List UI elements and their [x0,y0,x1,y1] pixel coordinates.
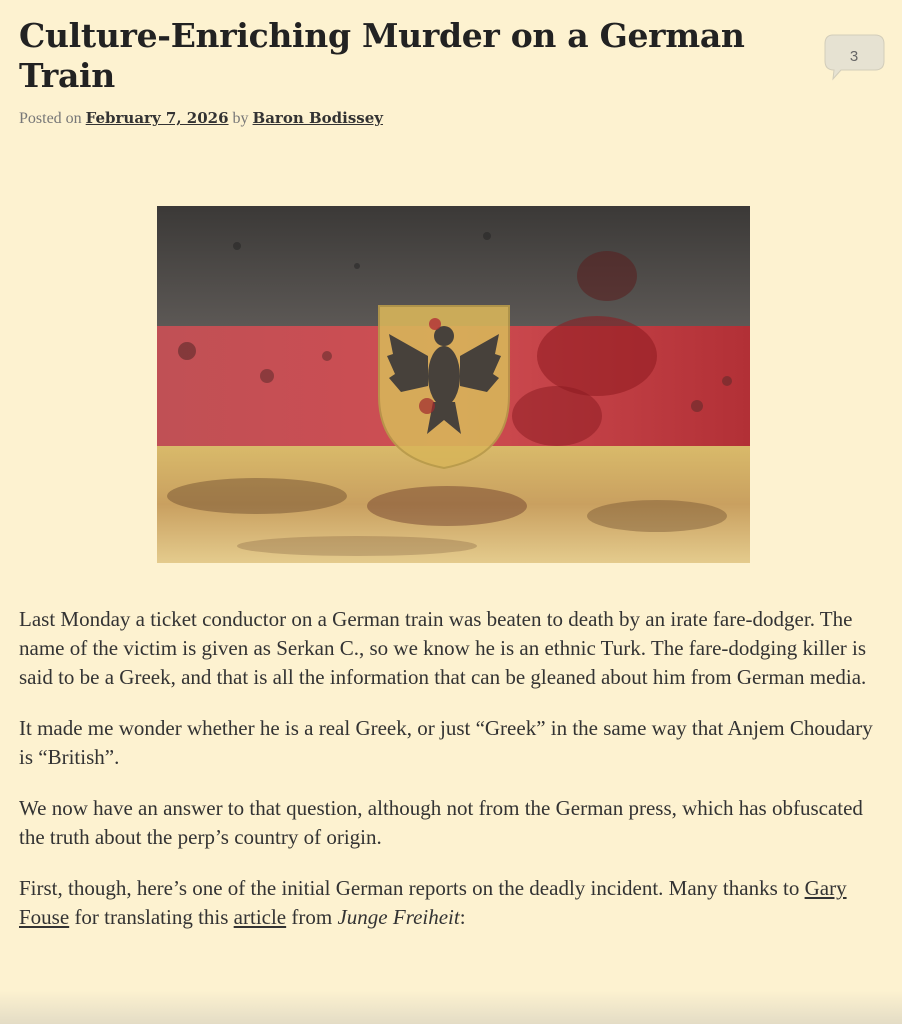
p4-text-c: from [286,905,338,929]
hero-image [157,206,750,563]
p4-text-a: First, though, here’s one of the initial German reports on the deadly incident. Many thanks to [19,876,805,900]
paragraph-2: It made me wonder whether he is a real Greek, or just “Greek” in the same way that Anjem Choudary is “British”. [19,716,873,769]
paragraph-4 [19,874,883,932]
post-date-link[interactable]: February 7, 2026 [85,109,229,127]
p4-text-d: : [459,905,466,929]
post-title[interactable]: Culture-Enriching Murder on a German Train [19,16,745,95]
article-link[interactable]: article [233,905,287,929]
post-content [19,605,883,954]
gary-fouse-link[interactable]: Gary Fouse [19,876,847,929]
german-flag-eagle-icon [157,206,750,563]
comment-count[interactable]: 3 [849,48,859,65]
by-label: by [232,110,249,127]
comment-count-bubble[interactable] [823,33,885,81]
author-link[interactable]: Baron Bodissey [252,109,383,127]
bottom-fade [0,990,902,1024]
source-name: Junge Freiheit [337,905,460,929]
post-meta [19,109,383,128]
paragraph-1: Last Monday a ticket conductor on a German train was beaten to death by an irate fare-dodger. The name of the victim is given as Serkan C., so we know he is an ethnic Turk. The fare-dodging killer is said to be a Greek, and that is all the information that can be gleaned about him from German media. [19,607,867,689]
posted-on-label: Posted on [19,110,82,127]
paragraph-3: We now have an answer to that question, although not from the German press, which has obfuscated the truth about the perp’s country of origin. [19,796,863,849]
p4-text-b: for translating this [69,905,234,929]
